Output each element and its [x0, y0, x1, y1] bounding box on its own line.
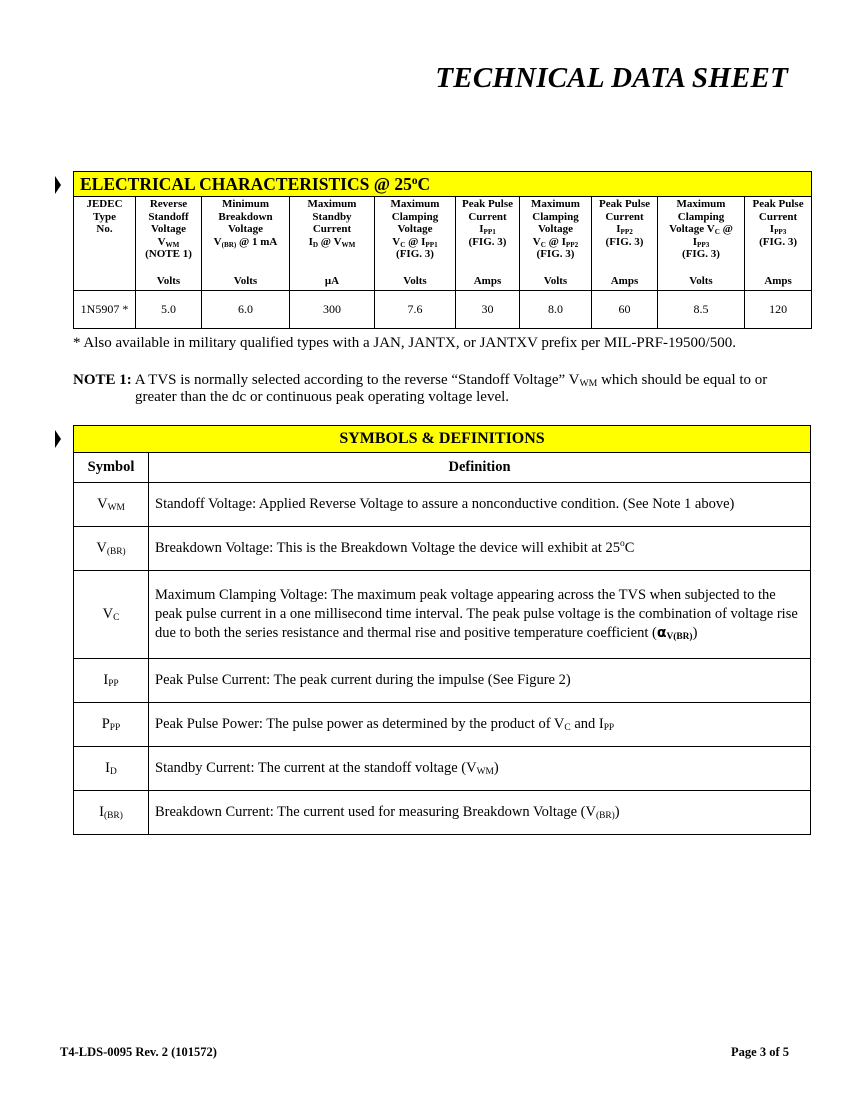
definition-text: Breakdown Voltage: This is the Breakdown Voltage the device will exhibit at 25 [155, 540, 620, 556]
electrical-characteristics-table [73, 171, 812, 329]
column-header-sub: (BR) [221, 240, 237, 249]
symbol-sub: PP [109, 723, 121, 733]
column-header-sub: PP1 [425, 240, 438, 249]
page-number-footer: Page 3 of 5 [731, 1045, 789, 1059]
table-cell: 6.0 [202, 291, 290, 329]
column-header-sub: WM [165, 240, 180, 249]
table-row [74, 483, 811, 527]
column-units: Volts [156, 274, 181, 287]
column-header-text: Voltage [537, 223, 574, 235]
definition-cell [149, 747, 811, 791]
symbol-sub: WM [107, 503, 125, 513]
column-header-text: (FIG. 3) [396, 248, 434, 260]
column-units: Volts [543, 274, 568, 287]
column-header-sub: PP2 [620, 228, 633, 236]
column-header [658, 197, 745, 291]
definition-text: ) [493, 760, 499, 776]
column-header-text: Maximum [307, 198, 357, 210]
column-header-text: (FIG. 3) [759, 235, 798, 248]
symbol-sub: D [110, 767, 117, 777]
column-header-symbol: V [532, 235, 541, 248]
column-header-text: (FIG. 3) [682, 248, 720, 260]
column-header [745, 197, 812, 291]
definition-sub: V(BR) [666, 632, 693, 642]
column-header-symbol: I [308, 235, 313, 248]
table-cell: 7.6 [375, 291, 456, 329]
heading-degree: o [411, 174, 418, 187]
availability-note: * Also available in military qualified types with a JAN, JANTX, or JANTXV prefix per MIL-PRF-19500/500. [73, 335, 736, 351]
electrical-characteristics-heading [74, 172, 812, 197]
column-header-text: Current [468, 210, 507, 223]
column-header-text: Reverse [149, 198, 188, 210]
note-1-text: A TVS is normally selected according to the reverse “Standoff Voltage” V [131, 372, 580, 388]
table-row [74, 703, 811, 747]
column-header-text: Clamping [677, 210, 725, 223]
table-row [74, 659, 811, 703]
symbol-cell [74, 747, 149, 791]
definition-text: Breakdown Current: The current used for measuring Breakdown Voltage (V [155, 804, 596, 820]
column-header-text: @ I [405, 235, 426, 248]
column-header-text: (FIG. 3) [536, 248, 575, 260]
definition-text: Standoff Voltage: Applied Reverse Voltage to assure a nonconductive condition. (See Note 1 above) [155, 496, 735, 512]
note-1 [73, 372, 813, 406]
column-header-text: Maximum [390, 198, 440, 210]
column-header-sub: PP3 [774, 228, 787, 236]
symbol-sub: (BR) [106, 547, 126, 557]
column-units: Amps [764, 274, 792, 287]
symbol-cell [74, 571, 149, 659]
column-header-sub: PP1 [483, 228, 496, 236]
column-header-text: Breakdown [218, 210, 273, 223]
column-header-text: Clamping [391, 210, 439, 223]
symbol-base: V [97, 496, 108, 512]
symbol-base: I [99, 804, 105, 820]
column-header-text: Peak Pulse [461, 198, 514, 210]
definition-cell [149, 703, 811, 747]
column-header-symbol: I [616, 223, 621, 235]
column-header-sub: PP3 [696, 240, 710, 249]
column-header [520, 197, 592, 291]
symbol-cell [74, 703, 149, 747]
symbol-cell [74, 659, 149, 703]
column-header-text: Peak Pulse [752, 198, 804, 210]
column-header-text: Peak Pulse [598, 198, 651, 210]
column-header-text: Type [92, 210, 117, 223]
alpha-symbol: α [656, 625, 667, 641]
table-row [74, 527, 811, 571]
symbol-sub: (BR) [104, 811, 123, 821]
symbol-sub: C [113, 613, 120, 623]
column-header-sub: D [312, 240, 319, 249]
column-header-text: Current [605, 210, 644, 223]
column-header-sub: C [714, 228, 720, 236]
column-header [202, 197, 290, 291]
symbol-base: I [103, 672, 109, 688]
definition-text: ) [614, 804, 620, 820]
column-header-text: @ [719, 223, 733, 235]
column-header-text: (NOTE 1) [145, 248, 192, 260]
table-row [74, 791, 811, 835]
column-header-text: Maximum [676, 198, 726, 210]
definition-text: C [624, 540, 635, 556]
symbol-column-header: Symbol [74, 453, 149, 483]
section-marker-triangle-icon [55, 430, 61, 448]
table-cell: 60 [592, 291, 658, 329]
column-header-text: Standoff [148, 210, 189, 223]
column-header-sub: C [540, 240, 546, 249]
symbols-definitions-table [73, 425, 811, 835]
column-header-sub: C [400, 240, 406, 249]
column-units: Amps [473, 274, 502, 287]
column-header-symbol: V [157, 235, 166, 248]
heading-text: ELECTRICAL CHARACTERISTICS @ 25 [80, 173, 412, 194]
column-header [74, 197, 136, 291]
column-header-text: @ 1 mA [236, 235, 278, 248]
column-header-sub: PP2 [565, 240, 579, 249]
column-header-sub: WM [341, 240, 356, 249]
table-row [74, 571, 811, 659]
table-cell: 1N5907 * [74, 291, 136, 329]
column-header-symbol: I [692, 235, 697, 248]
column-header-symbol: V [392, 235, 401, 248]
definition-sup: o [620, 539, 625, 549]
column-header-text: (FIG. 3) [605, 235, 644, 248]
definition-cell [149, 571, 811, 659]
table-cell: 300 [290, 291, 375, 329]
heading-unit: C [417, 173, 431, 194]
definition-sub: PP [603, 723, 615, 733]
column-header-symbol: V [213, 235, 222, 248]
column-header [290, 197, 375, 291]
symbol-base: V [102, 606, 114, 622]
column-header [136, 197, 202, 291]
document-title: TECHNICAL DATA SHEET [435, 62, 788, 94]
symbol-cell [74, 527, 149, 571]
symbol-cell [74, 791, 149, 835]
definition-cell [149, 791, 811, 835]
symbol-sub: PP [108, 679, 119, 689]
definition-column-header: Definition [149, 453, 811, 483]
symbol-base: P [101, 716, 110, 732]
column-units: Amps [610, 274, 639, 287]
definition-text: Peak Pulse Power: The pulse power as determined by the product of V [155, 716, 565, 732]
column-header [592, 197, 658, 291]
document-id-footer: T4-LDS-0095 Rev. 2 (101572) [60, 1045, 217, 1059]
symbols-heading: SYMBOLS & DEFINITIONS [74, 426, 811, 453]
section-marker-triangle-icon [55, 176, 61, 194]
definition-sub: WM [476, 767, 494, 777]
column-header-text: Clamping [532, 210, 579, 223]
column-header-text: @ V [318, 235, 342, 248]
table-cell: 120 [745, 291, 812, 329]
column-header-text: JEDEC [86, 198, 123, 210]
column-header-text: Standby [312, 210, 352, 223]
column-units: μA [324, 274, 340, 287]
column-header-text: Voltage [150, 223, 187, 235]
column-header-text: Current [758, 210, 798, 223]
column-header-symbol: I [479, 223, 484, 235]
table-cell: 30 [456, 291, 520, 329]
symbol-base: I [105, 760, 111, 776]
definition-sub: C [564, 723, 571, 733]
column-units: Volts [689, 274, 713, 287]
column-header [375, 197, 456, 291]
definition-text: and I [570, 716, 604, 732]
table-cell: 5.0 [136, 291, 202, 329]
column-header-text: No. [96, 223, 113, 235]
symbol-cell [74, 483, 149, 527]
definition-cell [149, 483, 811, 527]
definition-sub: (BR) [595, 811, 615, 821]
column-header-text: Voltage [227, 223, 264, 235]
note-1-text-end: which should be equal to or [597, 372, 768, 388]
note-1-label: NOTE 1: [73, 372, 132, 388]
definition-cell [149, 527, 811, 571]
column-units: Volts [233, 274, 258, 287]
table-row [74, 747, 811, 791]
column-header-text: Voltage V [669, 223, 715, 235]
column-header-text: Minimum [221, 198, 270, 210]
table-cell: 8.5 [658, 291, 745, 329]
column-header [456, 197, 520, 291]
column-header-text: Maximum [531, 198, 580, 210]
note-1-sub: WM [579, 378, 598, 389]
column-header-symbol: I [769, 223, 775, 235]
definition-text: Peak Pulse Current: The peak current during the impulse (See Figure 2) [155, 672, 571, 688]
column-header-text: @ I [545, 235, 566, 248]
note-1-continuation: greater than the dc or continuous peak operating voltage level. [135, 389, 510, 405]
column-header-text: Current [312, 223, 352, 235]
column-units: Volts [403, 274, 427, 287]
definition-cell [149, 659, 811, 703]
symbol-base: V [96, 540, 107, 556]
column-header-text: Voltage [397, 223, 433, 235]
column-header-text: (FIG. 3) [468, 235, 507, 248]
definition-text: Maximum Clamping Voltage: The maximum peak voltage appearing across the TVS when subjected to the peak pulse current in a one millisecond time interval. The peak pulse voltage is the combination of voltage rise due to both the series resistance and thermal rise and positive temperature coefficient ( [155, 587, 798, 641]
definition-text: ) [692, 625, 698, 641]
table-cell: 8.0 [520, 291, 592, 329]
definition-text: Standby Current: The current at the standoff voltage (V [155, 760, 477, 776]
